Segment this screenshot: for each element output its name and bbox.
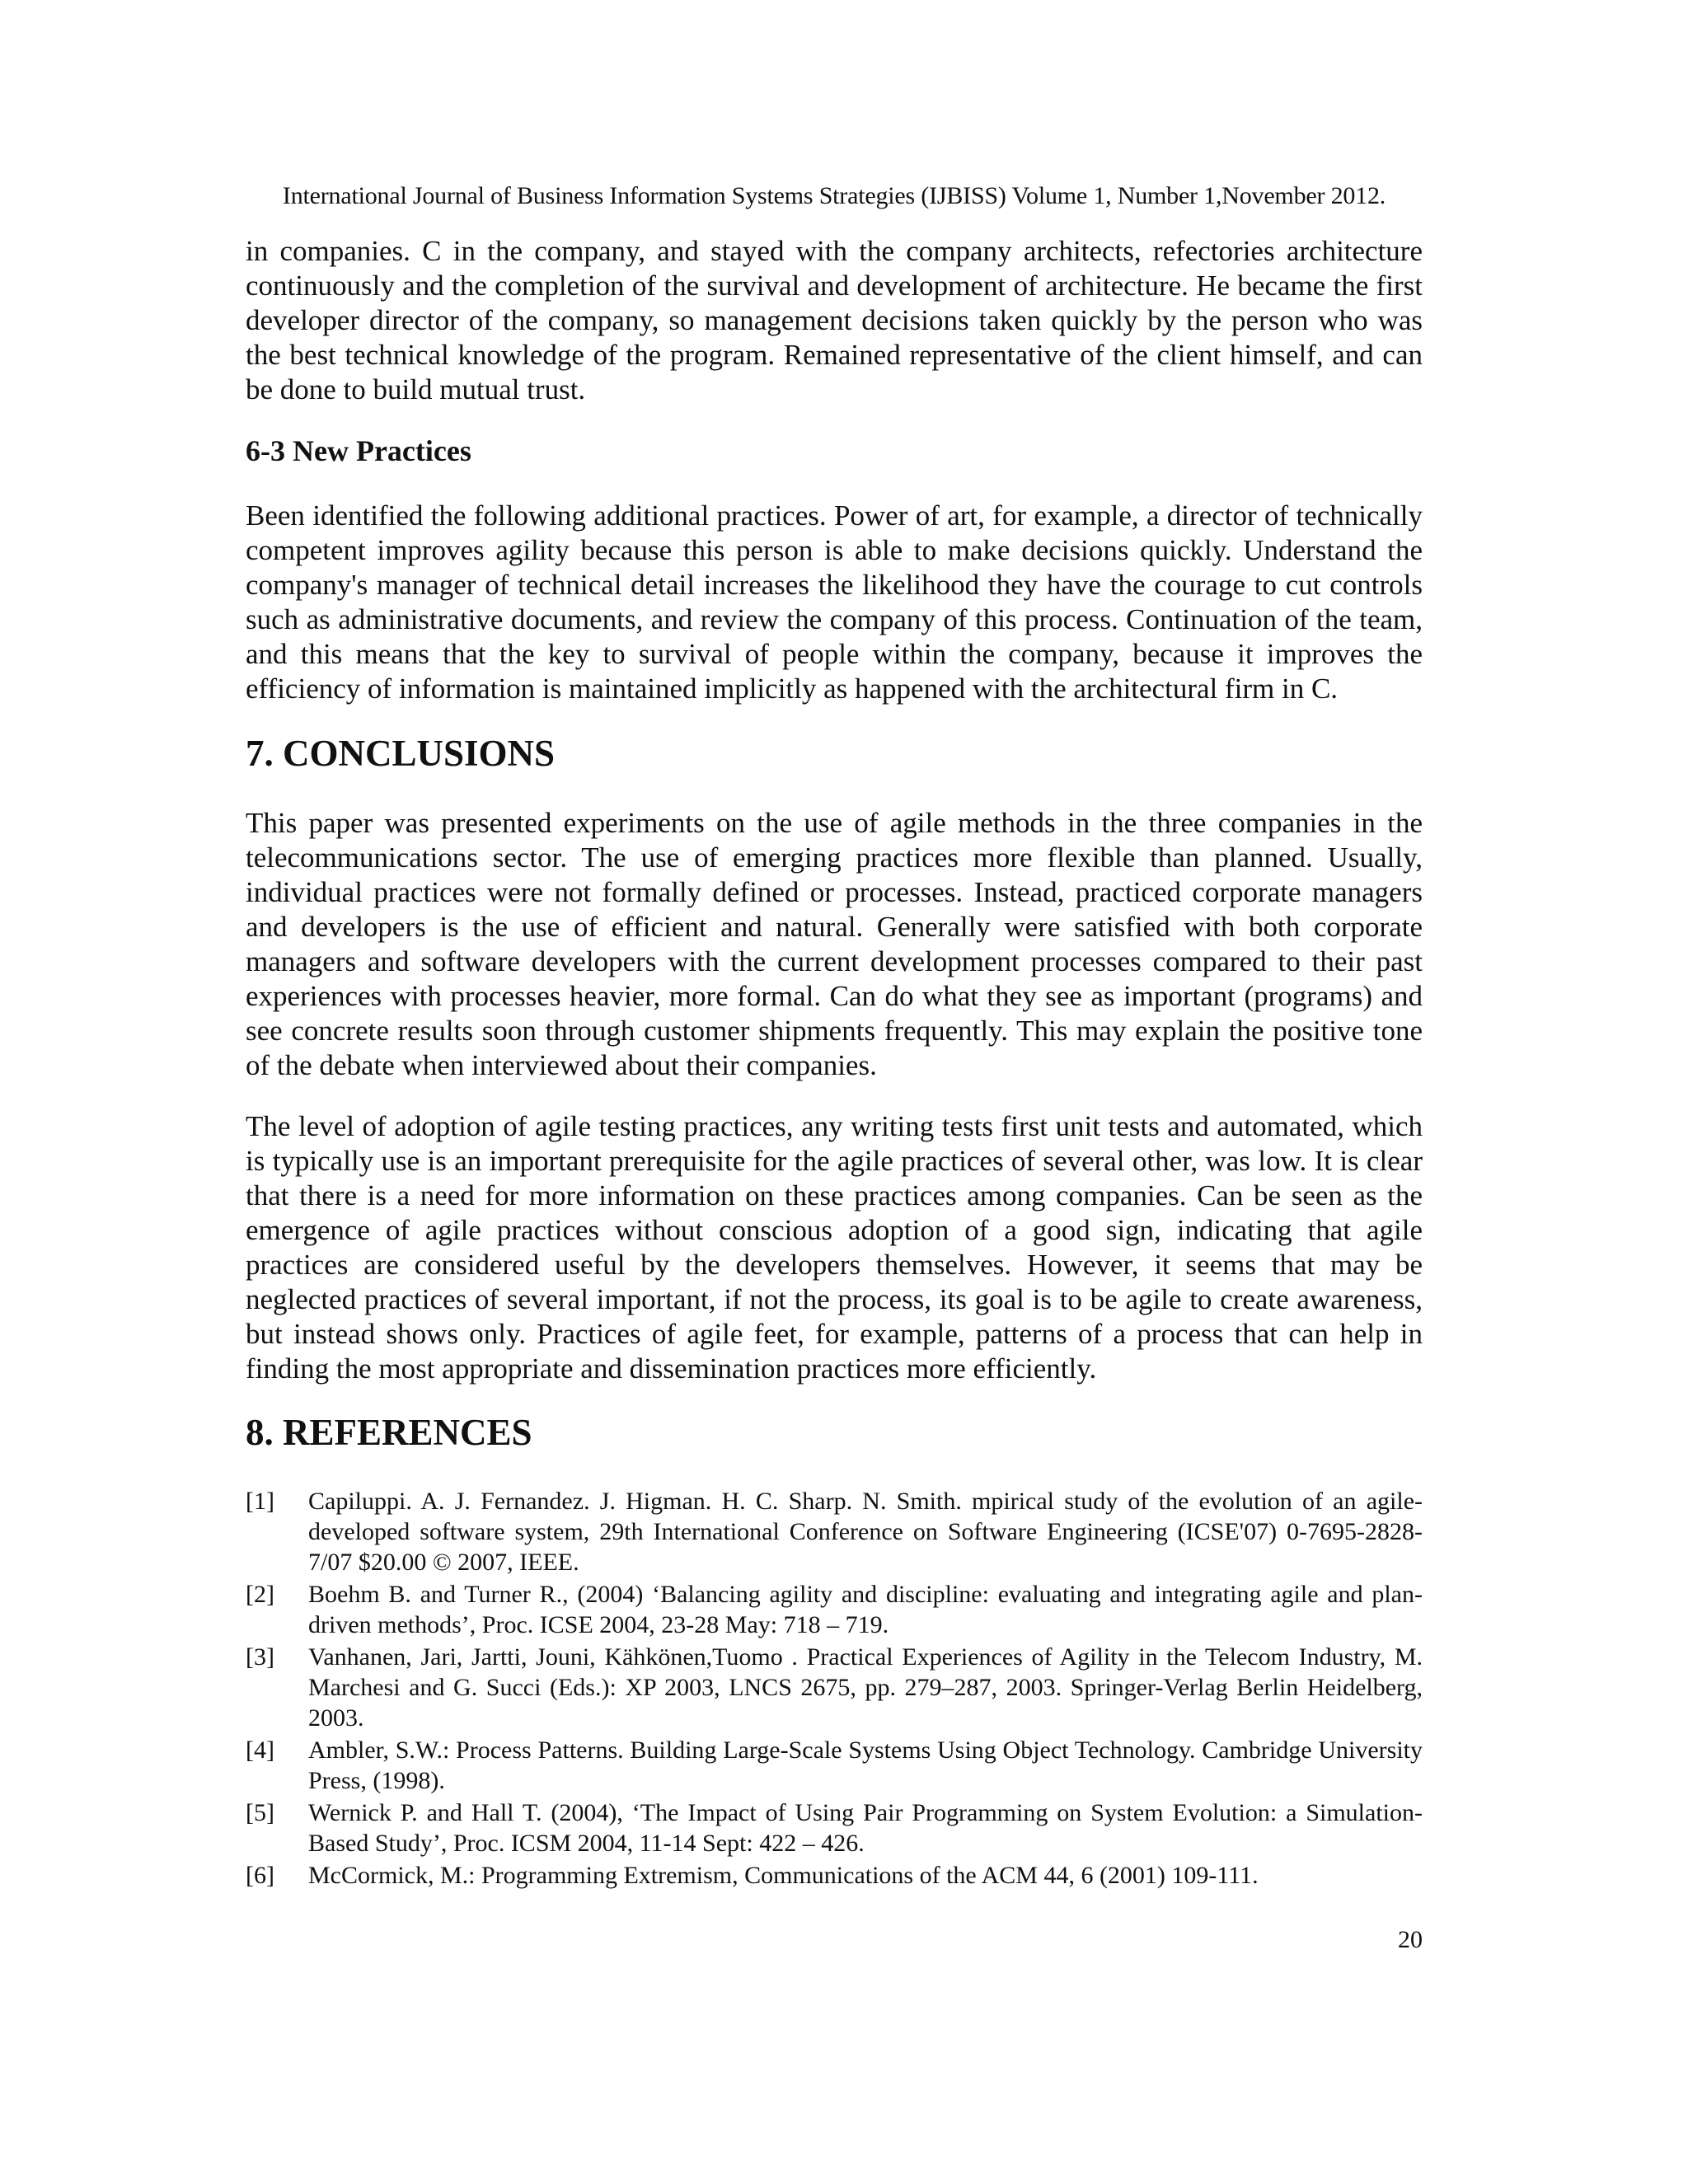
- reference-item: [246, 1579, 1423, 1640]
- reference-text: McCormick, M.: Programming Extremism, Communications of the ACM 44, 6 (2001) 109-111.: [308, 1861, 1259, 1889]
- reference-number: [6]: [246, 1861, 274, 1889]
- reference-list: [246, 1486, 1423, 1891]
- section-heading-conclusions: 7. CONCLUSIONS: [246, 733, 556, 774]
- reference-item: [246, 1486, 1423, 1577]
- reference-item: [246, 1797, 1423, 1858]
- section-heading-references: 8. REFERENCES: [246, 1412, 532, 1454]
- conclusions-paragraph-2: The level of adoption of agile testing practices, any writing tests first unit tests and automated, which is typically use is an important prerequisite for the agile practices of several other, was low. It is clear that there is a need for more information on these practices among companies. Can be seen as the emergence of agile practices without conscious adoption of a good sign, indicating that agile practices are considered useful by the developers themselves. However, it seems that may be neglected practices of several important, if not the process, its goal is to be agile to create awareness, but instead shows only. Practices of agile feet, for example, patterns of a process that can help in finding the most appropriate and dissemination practices more efficiently.: [246, 1110, 1423, 1385]
- conclusions-paragraph-1: This paper was presented experiments on the use of agile methods in the three companies in the telecommunications sector. The use of emerging practices more flexible than planned. Usually, individual practices were not formally defined or processes. Instead, practiced corporate managers and developers is the use of efficient and natural. Generally were satisfied with both corporate managers and software developers with the current development processes compared to their past experiences with processes heavier, more formal. Can do what they see as important (programs) and see concrete results soon through customer shipments frequently. This may explain the positive tone of the debate when interviewed about their companies.: [246, 807, 1423, 1082]
- reference-number: [5]: [246, 1798, 274, 1826]
- reference-text: Boehm B. and Turner R., (2004) ‘Balancing agility and discipline: evaluating and integrating agile and plan-driven methods’, Proc. ICSE 2004, 23-28 May: 718 – 719.: [308, 1580, 1423, 1638]
- reference-number: [3]: [246, 1643, 274, 1671]
- reference-item: [246, 1860, 1423, 1891]
- page-content: [246, 181, 1423, 1892]
- reference-item: [246, 1642, 1423, 1733]
- reference-number: [4]: [246, 1736, 274, 1764]
- new-practices-paragraph: Been identified the following additional practices. Power of art, for example, a director of technically competent improves agility because this person is able to make decisions quickly. Understand the company's manager of technical detail increases the likelihood they have the courage to cut controls such as administrative documents, and review the company of this process. Continuation of the team, and this means that the key to survival of people within the company, because it improves the efficiency of information is maintained implicitly as happened with the architectural firm in C.: [246, 499, 1423, 705]
- reference-number: [1]: [246, 1487, 274, 1515]
- reference-item: [246, 1735, 1423, 1796]
- reference-text: Ambler, S.W.: Process Patterns. Building Large-Scale Systems Using Object Technology. Cambridge University Press, (1998).: [308, 1736, 1423, 1794]
- intro-paragraph: in companies. C in the company, and stayed with the company architects, refectories architecture continuously and the completion of the survival and development of architecture. He became the first developer director of the company, so management decisions taken quickly by the person who was the best technical knowledge of the program. Remained representative of the client himself, and can be done to build mutual trust.: [246, 235, 1423, 405]
- reference-text: Vanhanen, Jari, Jartti, Jouni, Kähkönen,Tuomo . Practical Experiences of Agility in the Telecom Industry, M. Marchesi and G. Succi (Eds.): XP 2003, LNCS 2675, pp. 279–287, 2003. Springer-Verlag Berlin Heidelberg, 2003.: [308, 1643, 1423, 1732]
- subsection-heading-new-practices: 6-3 New Practices: [246, 434, 471, 467]
- page-number: 20: [1398, 1926, 1423, 1953]
- reference-text: Wernick P. and Hall T. (2004), ‘The Impact of Using Pair Programming on System Evolution: a Simulation-Based Study’, Proc. ICSM 2004, 11-14 Sept: 422 – 426.: [308, 1798, 1423, 1857]
- reference-number: [2]: [246, 1580, 274, 1608]
- running-header: International Journal of Business Information Systems Strategies (IJBISS) Volume 1, Number 1,November 2012.: [282, 182, 1386, 209]
- reference-text: Capiluppi. A. J. Fernandez. J. Higman. H. C. Sharp. N. Smith. mpirical study of the evolution of an agile-developed software system, 29th International Conference on Software Engineering (ICSE'07) 0-7695-2828-7/07 $20.00 © 2007, IEEE.: [308, 1487, 1423, 1576]
